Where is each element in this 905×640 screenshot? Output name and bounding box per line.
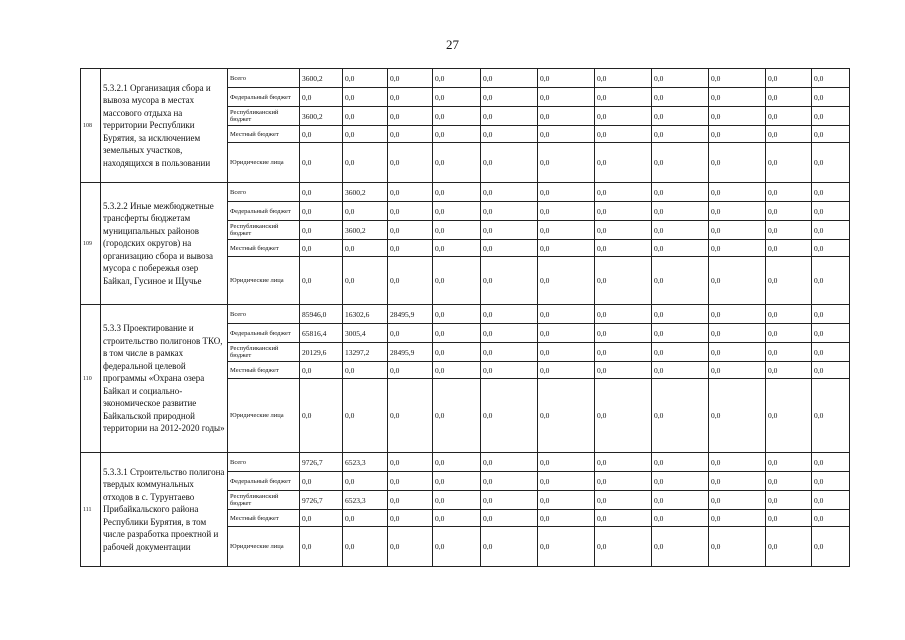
value-cell: 0,0 bbox=[538, 362, 595, 379]
value-cell: 0,0 bbox=[538, 202, 595, 221]
value-cell: 0,0 bbox=[766, 69, 812, 88]
value-cell: 0,0 bbox=[300, 183, 343, 202]
value-cell: 0,0 bbox=[433, 324, 481, 343]
value-cell: 0,0 bbox=[388, 126, 433, 143]
value-cell: 0,0 bbox=[652, 69, 709, 88]
value-cell: 0,0 bbox=[595, 183, 652, 202]
funding-source: Юридические лица bbox=[228, 257, 300, 305]
value-cell: 6523,3 bbox=[343, 491, 388, 510]
value-cell: 0,0 bbox=[652, 202, 709, 221]
value-cell: 0,0 bbox=[652, 107, 709, 126]
value-cell: 0,0 bbox=[481, 362, 538, 379]
value-cell: 0,0 bbox=[343, 257, 388, 305]
row-number: 110 bbox=[81, 305, 101, 453]
value-cell: 0,0 bbox=[652, 126, 709, 143]
value-cell: 0,0 bbox=[538, 527, 595, 567]
value-cell: 0,0 bbox=[538, 343, 595, 362]
funding-source: Федеральный бюджет bbox=[228, 202, 300, 221]
value-cell: 0,0 bbox=[652, 343, 709, 362]
value-cell: 0,0 bbox=[538, 324, 595, 343]
value-cell: 0,0 bbox=[709, 362, 766, 379]
page-number: 27 bbox=[446, 37, 459, 52]
value-cell: 0,0 bbox=[343, 143, 388, 183]
value-cell: 0,0 bbox=[433, 379, 481, 453]
value-cell: 0,0 bbox=[433, 510, 481, 527]
value-cell: 0,0 bbox=[300, 527, 343, 567]
value-cell: 0,0 bbox=[481, 379, 538, 453]
value-cell: 28495,9 bbox=[388, 305, 433, 324]
funding-source: Местный бюджет bbox=[228, 126, 300, 143]
value-cell: 3600,2 bbox=[343, 183, 388, 202]
value-cell: 0,0 bbox=[595, 88, 652, 107]
value-cell: 0,0 bbox=[652, 257, 709, 305]
value-cell: 0,0 bbox=[595, 202, 652, 221]
value-cell: 0,0 bbox=[343, 107, 388, 126]
value-cell: 0,0 bbox=[709, 202, 766, 221]
value-cell: 0,0 bbox=[709, 183, 766, 202]
value-cell: 0,0 bbox=[481, 69, 538, 88]
value-cell: 0,0 bbox=[766, 202, 812, 221]
value-cell: 0,0 bbox=[481, 527, 538, 567]
value-cell: 0,0 bbox=[709, 240, 766, 257]
value-cell: 0,0 bbox=[812, 491, 850, 510]
value-cell: 0,0 bbox=[812, 527, 850, 567]
row-number: 108 bbox=[81, 69, 101, 183]
value-cell: 0,0 bbox=[388, 221, 433, 240]
value-cell: 0,0 bbox=[388, 240, 433, 257]
value-cell: 0,0 bbox=[709, 343, 766, 362]
value-cell: 0,0 bbox=[709, 324, 766, 343]
value-cell: 0,0 bbox=[433, 143, 481, 183]
value-cell: 0,0 bbox=[652, 510, 709, 527]
value-cell: 0,0 bbox=[766, 510, 812, 527]
value-cell: 0,0 bbox=[300, 221, 343, 240]
value-cell: 0,0 bbox=[343, 202, 388, 221]
value-cell: 0,0 bbox=[388, 453, 433, 472]
funding-source: Местный бюджет bbox=[228, 362, 300, 379]
value-cell: 0,0 bbox=[766, 221, 812, 240]
value-cell: 0,0 bbox=[709, 472, 766, 491]
value-cell: 0,0 bbox=[652, 324, 709, 343]
value-cell: 13297,2 bbox=[343, 343, 388, 362]
value-cell: 0,0 bbox=[481, 453, 538, 472]
value-cell: 0,0 bbox=[300, 362, 343, 379]
value-cell: 0,0 bbox=[343, 379, 388, 453]
value-cell: 0,0 bbox=[812, 88, 850, 107]
funding-source: Всего bbox=[228, 453, 300, 472]
value-cell: 0,0 bbox=[300, 379, 343, 453]
value-cell: 0,0 bbox=[812, 221, 850, 240]
value-cell: 16302,6 bbox=[343, 305, 388, 324]
funding-source: Республиканский бюджет bbox=[228, 221, 300, 240]
funding-source: Республиканский бюджет bbox=[228, 491, 300, 510]
value-cell: 0,0 bbox=[766, 183, 812, 202]
value-cell: 0,0 bbox=[343, 126, 388, 143]
value-cell: 0,0 bbox=[300, 472, 343, 491]
value-cell: 0,0 bbox=[766, 362, 812, 379]
value-cell: 0,0 bbox=[538, 240, 595, 257]
value-cell: 85946,0 bbox=[300, 305, 343, 324]
value-cell: 0,0 bbox=[766, 472, 812, 491]
value-cell: 0,0 bbox=[300, 257, 343, 305]
value-cell: 0,0 bbox=[595, 221, 652, 240]
value-cell: 0,0 bbox=[652, 240, 709, 257]
value-cell: 0,0 bbox=[812, 510, 850, 527]
funding-source: Федеральный бюджет bbox=[228, 324, 300, 343]
funding-source: Юридические лица bbox=[228, 379, 300, 453]
value-cell: 0,0 bbox=[538, 257, 595, 305]
value-cell: 0,0 bbox=[812, 257, 850, 305]
row-number: 111 bbox=[81, 453, 101, 567]
value-cell: 0,0 bbox=[812, 472, 850, 491]
value-cell: 0,0 bbox=[652, 379, 709, 453]
value-cell: 0,0 bbox=[433, 221, 481, 240]
value-cell: 0,0 bbox=[481, 143, 538, 183]
value-cell: 6523,3 bbox=[343, 453, 388, 472]
value-cell: 0,0 bbox=[766, 257, 812, 305]
value-cell: 0,0 bbox=[538, 510, 595, 527]
value-cell: 0,0 bbox=[709, 491, 766, 510]
value-cell: 0,0 bbox=[709, 527, 766, 567]
value-cell: 0,0 bbox=[595, 379, 652, 453]
value-cell: 0,0 bbox=[300, 202, 343, 221]
funding-source: Федеральный бюджет bbox=[228, 88, 300, 107]
value-cell: 0,0 bbox=[538, 126, 595, 143]
value-cell: 0,0 bbox=[766, 143, 812, 183]
value-cell: 0,0 bbox=[812, 324, 850, 343]
funding-source: Юридические лица bbox=[228, 143, 300, 183]
value-cell: 0,0 bbox=[766, 343, 812, 362]
value-cell: 0,0 bbox=[812, 362, 850, 379]
value-cell: 0,0 bbox=[766, 324, 812, 343]
value-cell: 0,0 bbox=[538, 491, 595, 510]
value-cell: 0,0 bbox=[388, 143, 433, 183]
measure-name: 5.3.3 Проектирование и строительство полигонов ТКО, в том числе в рамках федеральной целевой программы «Охрана озера Байкал и социально-экономическое развитие Байкальской природной территории на 2012-2020 годы» bbox=[101, 305, 228, 453]
value-cell: 0,0 bbox=[481, 240, 538, 257]
value-cell: 0,0 bbox=[433, 362, 481, 379]
table-row bbox=[81, 305, 850, 324]
value-cell: 0,0 bbox=[538, 107, 595, 126]
value-cell: 0,0 bbox=[343, 69, 388, 88]
value-cell: 0,0 bbox=[388, 202, 433, 221]
value-cell: 0,0 bbox=[388, 362, 433, 379]
budget-table bbox=[80, 68, 850, 567]
value-cell: 0,0 bbox=[481, 324, 538, 343]
value-cell: 0,0 bbox=[343, 527, 388, 567]
value-cell: 0,0 bbox=[433, 240, 481, 257]
value-cell: 0,0 bbox=[433, 472, 481, 491]
value-cell: 0,0 bbox=[595, 362, 652, 379]
value-cell: 0,0 bbox=[481, 510, 538, 527]
value-cell: 0,0 bbox=[388, 379, 433, 453]
value-cell: 0,0 bbox=[481, 88, 538, 107]
value-cell: 0,0 bbox=[388, 88, 433, 107]
value-cell: 0,0 bbox=[595, 107, 652, 126]
value-cell: 0,0 bbox=[812, 240, 850, 257]
value-cell: 0,0 bbox=[481, 343, 538, 362]
value-cell: 0,0 bbox=[812, 126, 850, 143]
value-cell: 0,0 bbox=[595, 240, 652, 257]
value-cell: 0,0 bbox=[709, 305, 766, 324]
measure-name: 5.3.2.1 Организация сбора и вывоза мусора в местах массового отдыха на территории Республики Бурятия, за исключением земельных участков, находящихся в пользовании bbox=[101, 69, 228, 183]
value-cell: 0,0 bbox=[538, 183, 595, 202]
value-cell: 0,0 bbox=[300, 88, 343, 107]
value-cell: 3005,4 bbox=[343, 324, 388, 343]
value-cell: 0,0 bbox=[766, 491, 812, 510]
value-cell: 0,0 bbox=[766, 305, 812, 324]
value-cell: 0,0 bbox=[388, 69, 433, 88]
value-cell: 0,0 bbox=[709, 107, 766, 126]
funding-source: Республиканский бюджет bbox=[228, 343, 300, 362]
value-cell: 0,0 bbox=[481, 202, 538, 221]
funding-source: Республиканский бюджет bbox=[228, 107, 300, 126]
value-cell: 0,0 bbox=[538, 472, 595, 491]
value-cell: 0,0 bbox=[481, 472, 538, 491]
value-cell: 0,0 bbox=[300, 510, 343, 527]
value-cell: 0,0 bbox=[538, 69, 595, 88]
value-cell: 0,0 bbox=[766, 453, 812, 472]
value-cell: 0,0 bbox=[343, 362, 388, 379]
value-cell: 0,0 bbox=[812, 453, 850, 472]
value-cell: 0,0 bbox=[595, 491, 652, 510]
value-cell: 0,0 bbox=[652, 143, 709, 183]
value-cell: 0,0 bbox=[343, 88, 388, 107]
value-cell: 0,0 bbox=[766, 240, 812, 257]
table-row bbox=[81, 69, 850, 88]
value-cell: 0,0 bbox=[595, 324, 652, 343]
funding-source: Местный бюджет bbox=[228, 510, 300, 527]
value-cell: 0,0 bbox=[481, 221, 538, 240]
funding-source: Федеральный бюджет bbox=[228, 472, 300, 491]
value-cell: 0,0 bbox=[481, 126, 538, 143]
value-cell: 0,0 bbox=[709, 379, 766, 453]
value-cell: 0,0 bbox=[766, 107, 812, 126]
value-cell: 0,0 bbox=[812, 107, 850, 126]
value-cell: 3600,2 bbox=[300, 69, 343, 88]
value-cell: 0,0 bbox=[652, 453, 709, 472]
value-cell: 0,0 bbox=[652, 362, 709, 379]
value-cell: 0,0 bbox=[433, 343, 481, 362]
value-cell: 0,0 bbox=[709, 143, 766, 183]
value-cell: 0,0 bbox=[652, 305, 709, 324]
value-cell: 0,0 bbox=[766, 126, 812, 143]
value-cell: 0,0 bbox=[812, 202, 850, 221]
value-cell: 0,0 bbox=[652, 183, 709, 202]
value-cell: 0,0 bbox=[300, 240, 343, 257]
value-cell: 0,0 bbox=[595, 472, 652, 491]
value-cell: 0,0 bbox=[812, 143, 850, 183]
value-cell: 3600,2 bbox=[343, 221, 388, 240]
value-cell: 0,0 bbox=[300, 126, 343, 143]
value-cell: 0,0 bbox=[595, 143, 652, 183]
value-cell: 0,0 bbox=[481, 183, 538, 202]
value-cell: 0,0 bbox=[433, 491, 481, 510]
value-cell: 65816,4 bbox=[300, 324, 343, 343]
value-cell: 0,0 bbox=[709, 257, 766, 305]
value-cell: 0,0 bbox=[538, 305, 595, 324]
value-cell: 0,0 bbox=[481, 257, 538, 305]
value-cell: 0,0 bbox=[343, 472, 388, 491]
value-cell: 0,0 bbox=[481, 491, 538, 510]
value-cell: 0,0 bbox=[766, 88, 812, 107]
value-cell: 9726,7 bbox=[300, 453, 343, 472]
value-cell: 0,0 bbox=[481, 305, 538, 324]
value-cell: 0,0 bbox=[538, 88, 595, 107]
value-cell: 0,0 bbox=[595, 527, 652, 567]
value-cell: 28495,9 bbox=[388, 343, 433, 362]
funding-source: Юридические лица bbox=[228, 527, 300, 567]
value-cell: 0,0 bbox=[433, 257, 481, 305]
value-cell: 0,0 bbox=[538, 143, 595, 183]
value-cell: 0,0 bbox=[433, 88, 481, 107]
value-cell: 0,0 bbox=[343, 240, 388, 257]
value-cell: 0,0 bbox=[433, 107, 481, 126]
value-cell: 0,0 bbox=[538, 221, 595, 240]
measure-name: 5.3.2.2 Иные межбюджетные трансферты бюджетам муниципальных районов (городских округов) на организацию сбора и вывоза мусора с побережья озер Байкал, Гусиное и Щучье bbox=[101, 183, 228, 305]
value-cell: 0,0 bbox=[812, 69, 850, 88]
value-cell: 0,0 bbox=[595, 510, 652, 527]
funding-source: Всего bbox=[228, 305, 300, 324]
value-cell: 0,0 bbox=[652, 527, 709, 567]
value-cell: 0,0 bbox=[812, 305, 850, 324]
value-cell: 0,0 bbox=[709, 510, 766, 527]
value-cell: 0,0 bbox=[709, 126, 766, 143]
value-cell: 0,0 bbox=[595, 453, 652, 472]
table-row bbox=[81, 183, 850, 202]
value-cell: 0,0 bbox=[538, 453, 595, 472]
value-cell: 3600,2 bbox=[300, 107, 343, 126]
value-cell: 0,0 bbox=[433, 183, 481, 202]
value-cell: 0,0 bbox=[433, 527, 481, 567]
value-cell: 0,0 bbox=[481, 107, 538, 126]
value-cell: 0,0 bbox=[709, 69, 766, 88]
value-cell: 0,0 bbox=[538, 379, 595, 453]
value-cell: 20129,6 bbox=[300, 343, 343, 362]
funding-source: Всего bbox=[228, 69, 300, 88]
value-cell: 0,0 bbox=[388, 257, 433, 305]
value-cell: 0,0 bbox=[388, 183, 433, 202]
funding-source: Всего bbox=[228, 183, 300, 202]
value-cell: 0,0 bbox=[766, 527, 812, 567]
value-cell: 0,0 bbox=[709, 453, 766, 472]
value-cell: 0,0 bbox=[595, 126, 652, 143]
value-cell: 0,0 bbox=[300, 143, 343, 183]
measure-name: 5.3.3.1 Строительство полигона твердых коммунальных отходов в с. Турунтаево Прибайкальского района Республики Бурятия, в том числе разработка проектной и рабочей документации bbox=[101, 453, 228, 567]
value-cell: 0,0 bbox=[595, 343, 652, 362]
value-cell: 0,0 bbox=[595, 305, 652, 324]
value-cell: 0,0 bbox=[595, 257, 652, 305]
value-cell: 0,0 bbox=[388, 491, 433, 510]
value-cell: 9726,7 bbox=[300, 491, 343, 510]
value-cell: 0,0 bbox=[388, 472, 433, 491]
value-cell: 0,0 bbox=[766, 379, 812, 453]
value-cell: 0,0 bbox=[812, 183, 850, 202]
value-cell: 0,0 bbox=[388, 107, 433, 126]
value-cell: 0,0 bbox=[652, 472, 709, 491]
value-cell: 0,0 bbox=[433, 305, 481, 324]
value-cell: 0,0 bbox=[343, 510, 388, 527]
value-cell: 0,0 bbox=[433, 202, 481, 221]
value-cell: 0,0 bbox=[812, 379, 850, 453]
value-cell: 0,0 bbox=[652, 221, 709, 240]
value-cell: 0,0 bbox=[388, 527, 433, 567]
value-cell: 0,0 bbox=[652, 491, 709, 510]
value-cell: 0,0 bbox=[652, 88, 709, 107]
value-cell: 0,0 bbox=[388, 510, 433, 527]
funding-source: Местный бюджет bbox=[228, 240, 300, 257]
value-cell: 0,0 bbox=[709, 221, 766, 240]
value-cell: 0,0 bbox=[433, 69, 481, 88]
table-row bbox=[81, 453, 850, 472]
value-cell: 0,0 bbox=[433, 126, 481, 143]
value-cell: 0,0 bbox=[709, 88, 766, 107]
row-number: 109 bbox=[81, 183, 101, 305]
value-cell: 0,0 bbox=[812, 343, 850, 362]
value-cell: 0,0 bbox=[433, 453, 481, 472]
value-cell: 0,0 bbox=[595, 69, 652, 88]
value-cell: 0,0 bbox=[388, 324, 433, 343]
